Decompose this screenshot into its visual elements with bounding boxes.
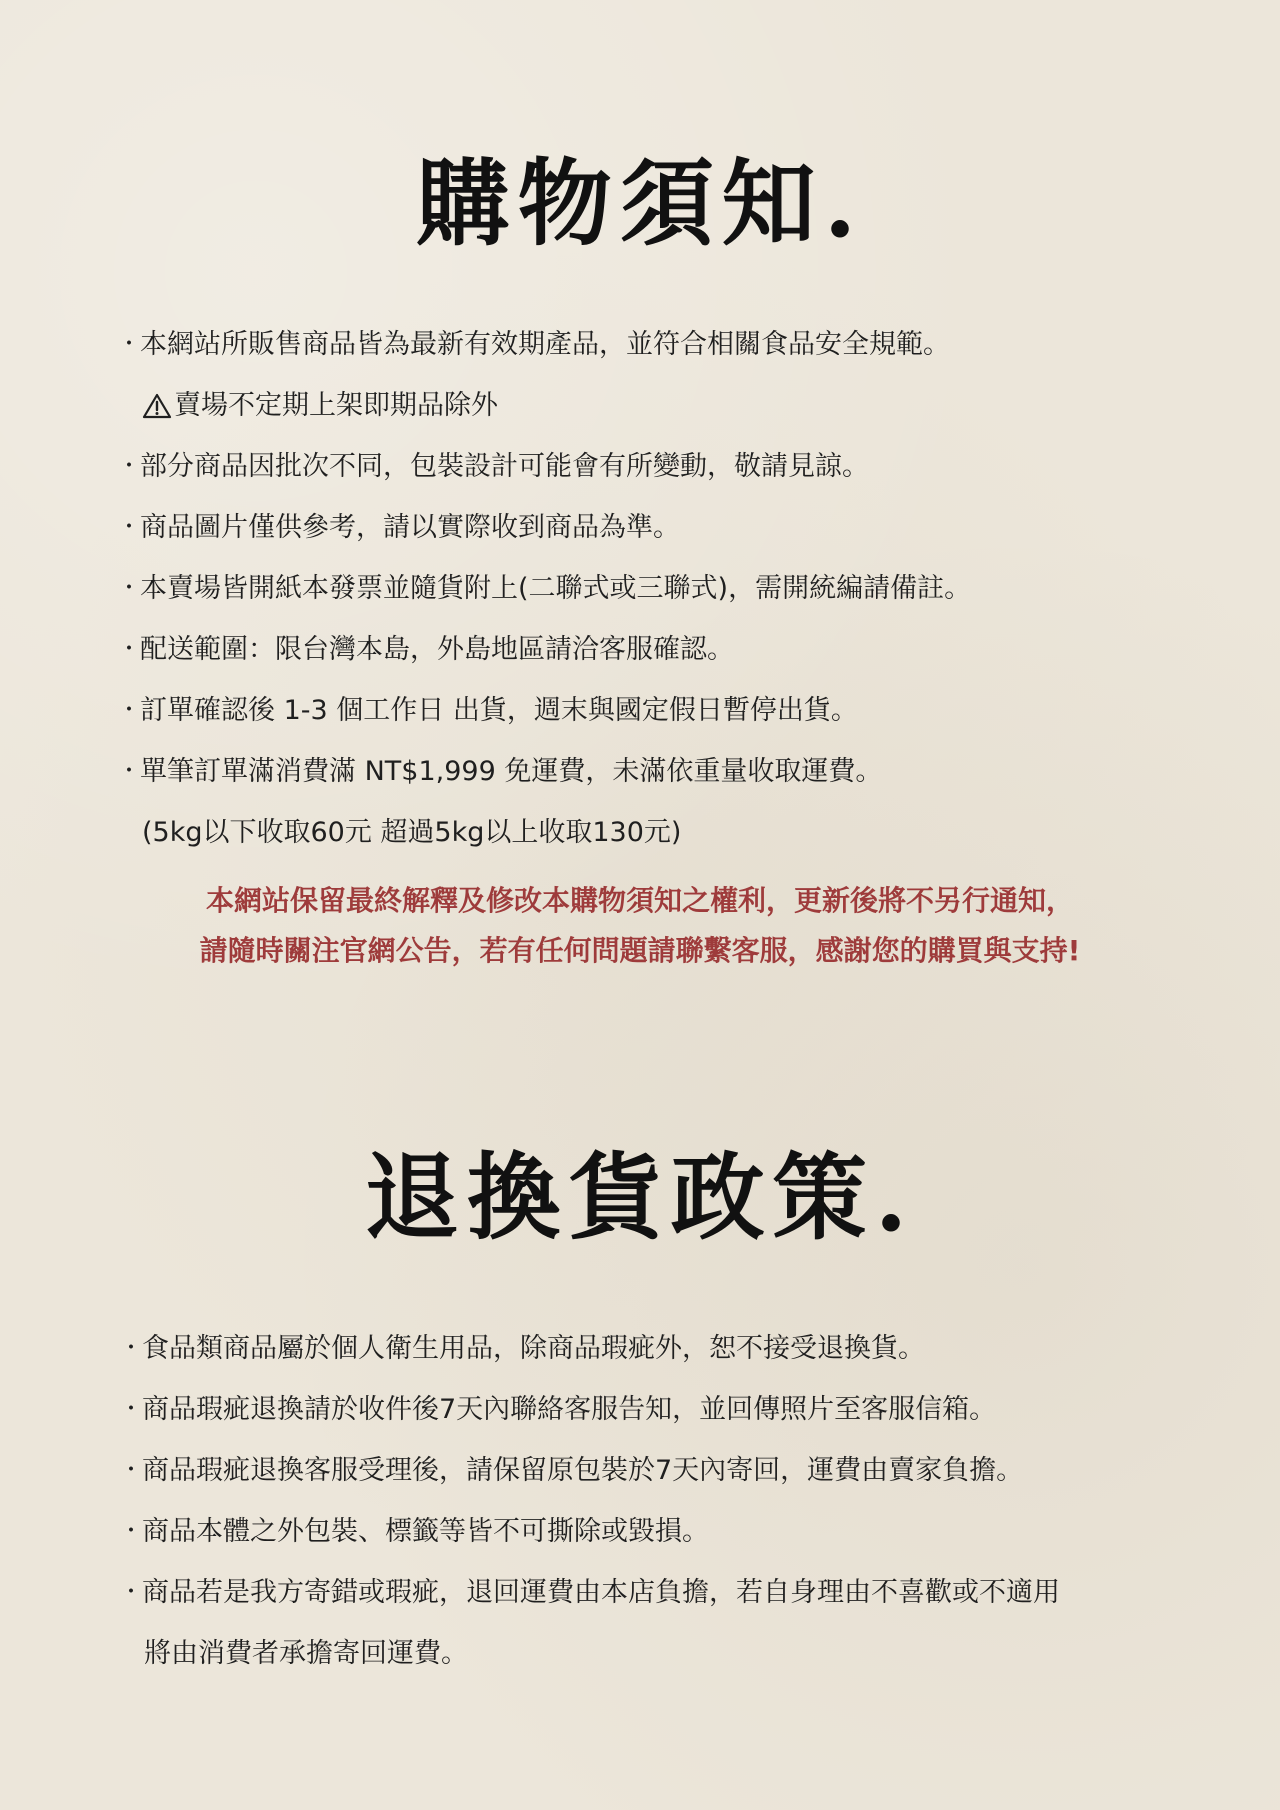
- list-item-text: 商品瑕疵退換客服受理後，請保留原包裝於7天內寄回，運費由賣家負擔。: [142, 1455, 1024, 1486]
- list-item-text: 將由消費者承擔寄回運費。: [144, 1638, 468, 1669]
- bullet: ・: [118, 759, 141, 784]
- list-item: [118, 497, 1178, 558]
- bullet: ・: [120, 1519, 143, 1544]
- bullet: ・: [120, 1397, 143, 1422]
- notice-line: 本網站保留最終解釋及修改本購物須知之權利，更新後將不另行通知，: [205, 884, 1074, 917]
- list-item: [118, 558, 1178, 619]
- bullet: ・: [120, 1580, 143, 1605]
- list-item: [118, 619, 1178, 680]
- bullet: ・: [118, 576, 141, 601]
- list-item-text: 訂單確認後 1-3 個工作日 出貨，週末與國定假日暫停出貨。: [140, 695, 858, 726]
- list-item: [118, 436, 1178, 497]
- list-item: [120, 1562, 1180, 1623]
- list-item-text: 單筆訂單滿消費滿 NT$1,999 免運費，未滿依重量收取運費。: [140, 756, 883, 787]
- list-item: [118, 314, 1178, 375]
- list-item: [118, 802, 1178, 863]
- return-policy-title: 退換貨政策.: [364, 1143, 916, 1253]
- shopping-notice-title: 購物須知.: [415, 149, 865, 259]
- list-item-text: 賣場不定期上架即期品除外: [174, 390, 498, 421]
- bullet: ・: [118, 637, 141, 662]
- list-item: [120, 1379, 1180, 1440]
- list-item-text: 商品若是我方寄錯或瑕疵，退回運費由本店負擔，若自身理由不喜歡或不適用: [142, 1577, 1060, 1608]
- list-item: [118, 741, 1178, 802]
- disclaimer-notice: [0, 876, 1280, 976]
- list-item: [118, 680, 1178, 741]
- list-item-text: 部分商品因批次不同，包裝設計可能會有所變動，敬請見諒。: [140, 451, 869, 482]
- list-item-text: 商品本體之外包裝、標籤等皆不可撕除或毀損。: [142, 1516, 709, 1547]
- bullet: ・: [118, 515, 141, 540]
- list-item-text: 本網站所販售商品皆為最新有效期產品，並符合相關食品安全規範。: [140, 329, 950, 360]
- bullet: ・: [118, 698, 141, 723]
- list-item-text: 配送範圍：限台灣本島，外島地區請洽客服確認。: [140, 634, 734, 665]
- list-item-text: 本賣場皆開紙本發票並隨貨附上(二聯式或三聯式)，需開統編請備註。: [140, 573, 972, 604]
- warning-icon: [142, 392, 172, 420]
- list-item-text: 食品類商品屬於個人衛生用品，除商品瑕疵外，恕不接受退換貨。: [142, 1333, 925, 1364]
- list-item: [118, 375, 1178, 436]
- shopping-notice-list: [118, 314, 1178, 863]
- list-item: [120, 1440, 1180, 1501]
- bullet: ・: [120, 1336, 143, 1361]
- list-item-text: (5kg以下收取60元 超過5kg以上收取130元): [142, 817, 682, 848]
- list-item: [120, 1318, 1180, 1379]
- bullet: ・: [118, 454, 141, 479]
- bullet: ・: [120, 1458, 143, 1483]
- list-item: [120, 1501, 1180, 1562]
- list-item-text: 商品瑕疵退換請於收件後7天內聯絡客服告知，並回傳照片至客服信箱。: [142, 1394, 997, 1425]
- list-item: [120, 1623, 1180, 1684]
- return-policy-list: [120, 1318, 1180, 1684]
- bullet: ・: [118, 332, 141, 357]
- list-item-text: 商品圖片僅供參考，請以實際收到商品為準。: [140, 512, 680, 543]
- notice-line: 請隨時關注官網公告，若有任何問題請聯繫客服，感謝您的購買與支持!: [199, 934, 1081, 967]
